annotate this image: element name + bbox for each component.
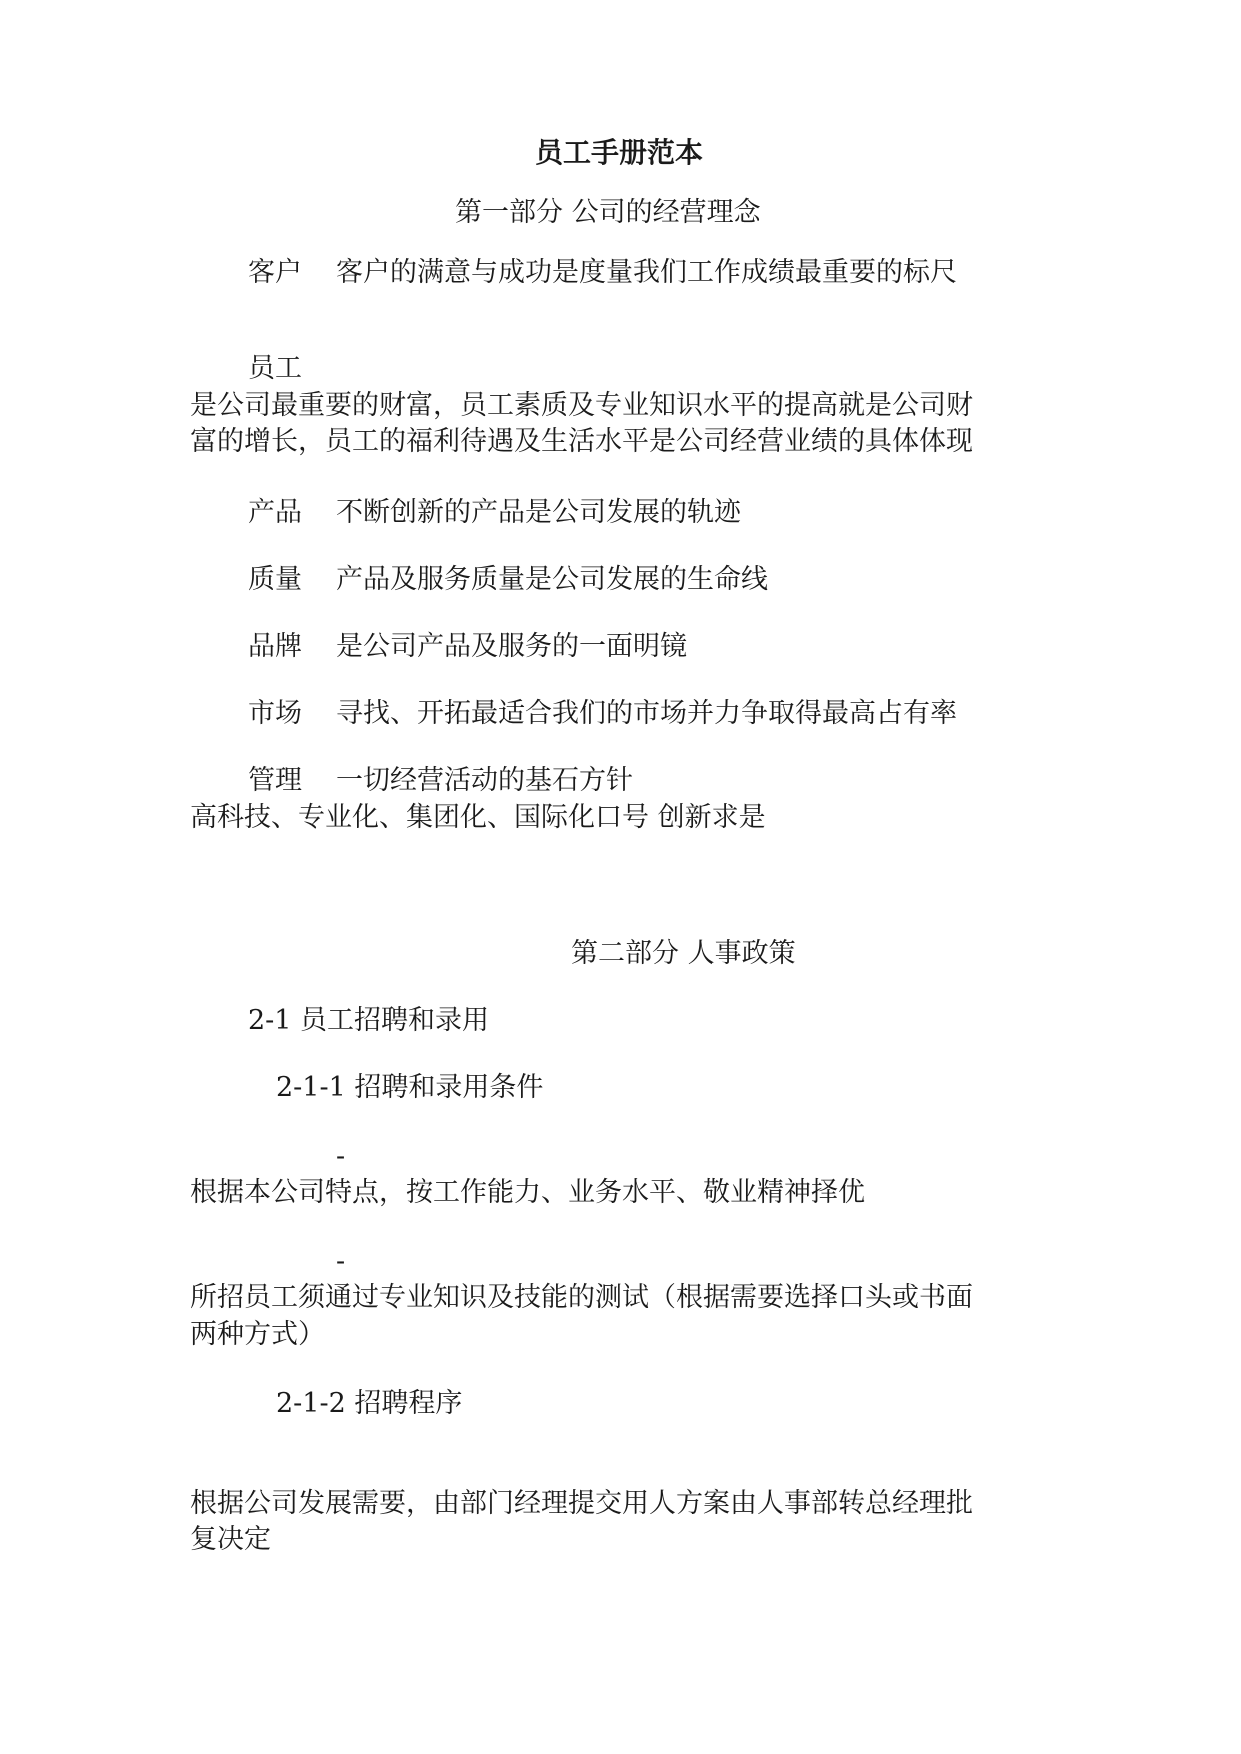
procedure-1-line1: 根据公司发展需要，由部门经理提交用人方案由人事部转总经理批 xyxy=(190,1488,973,1519)
term-employee: 员工 xyxy=(248,353,302,384)
section-2-1: 2-1 员工招聘和录用 xyxy=(248,1005,490,1036)
document-title: 员工手册范本 xyxy=(535,136,704,169)
desc-product: 不断创新的产品是公司发展的轨迹 xyxy=(336,497,741,528)
term-customer: 客户 xyxy=(248,257,302,288)
desc-quality: 产品及服务质量是公司发展的生命线 xyxy=(336,564,768,595)
slogan: 高科技、专业化、集团化、国际化口号 创新求是 xyxy=(190,802,766,833)
term-product: 产品 xyxy=(248,497,302,528)
condition-1: 根据本公司特点，按工作能力、业务水平、敬业精神择优 xyxy=(190,1177,865,1208)
dash-marker-1: - xyxy=(336,1141,346,1172)
desc-employee-line2: 富的增长，员工的福利待遇及生活水平是公司经营业绩的具体体现 xyxy=(190,426,973,457)
term-management: 管理 xyxy=(248,765,302,796)
term-market: 市场 xyxy=(248,698,302,729)
section-2-1-2: 2-1-2 招聘程序 xyxy=(276,1388,463,1419)
term-quality: 质量 xyxy=(248,564,302,595)
condition-2-line1: 所招员工须通过专业知识及技能的测试（根据需要选择口头或书面 xyxy=(190,1282,973,1313)
desc-employee-line1: 是公司最重要的财富，员工素质及专业知识水平的提高就是公司财 xyxy=(190,390,973,421)
procedure-1-line2: 复决定 xyxy=(190,1524,271,1555)
section-2-1-1: 2-1-1 招聘和录用条件 xyxy=(276,1072,544,1103)
part1-heading: 第一部分 公司的经营理念 xyxy=(455,197,761,228)
dash-marker-2: - xyxy=(336,1246,346,1277)
desc-brand: 是公司产品及服务的一面明镜 xyxy=(336,631,687,662)
part2-heading: 第二部分 人事政策 xyxy=(571,938,796,969)
term-brand: 品牌 xyxy=(248,631,302,662)
condition-2-line2: 两种方式） xyxy=(190,1319,325,1350)
desc-customer: 客户的满意与成功是度量我们工作成绩最重要的标尺 xyxy=(336,257,957,288)
desc-market: 寻找、开拓最适合我们的市场并力争取得最高占有率 xyxy=(336,698,957,729)
desc-management: 一切经营活动的基石方针 xyxy=(336,765,633,796)
